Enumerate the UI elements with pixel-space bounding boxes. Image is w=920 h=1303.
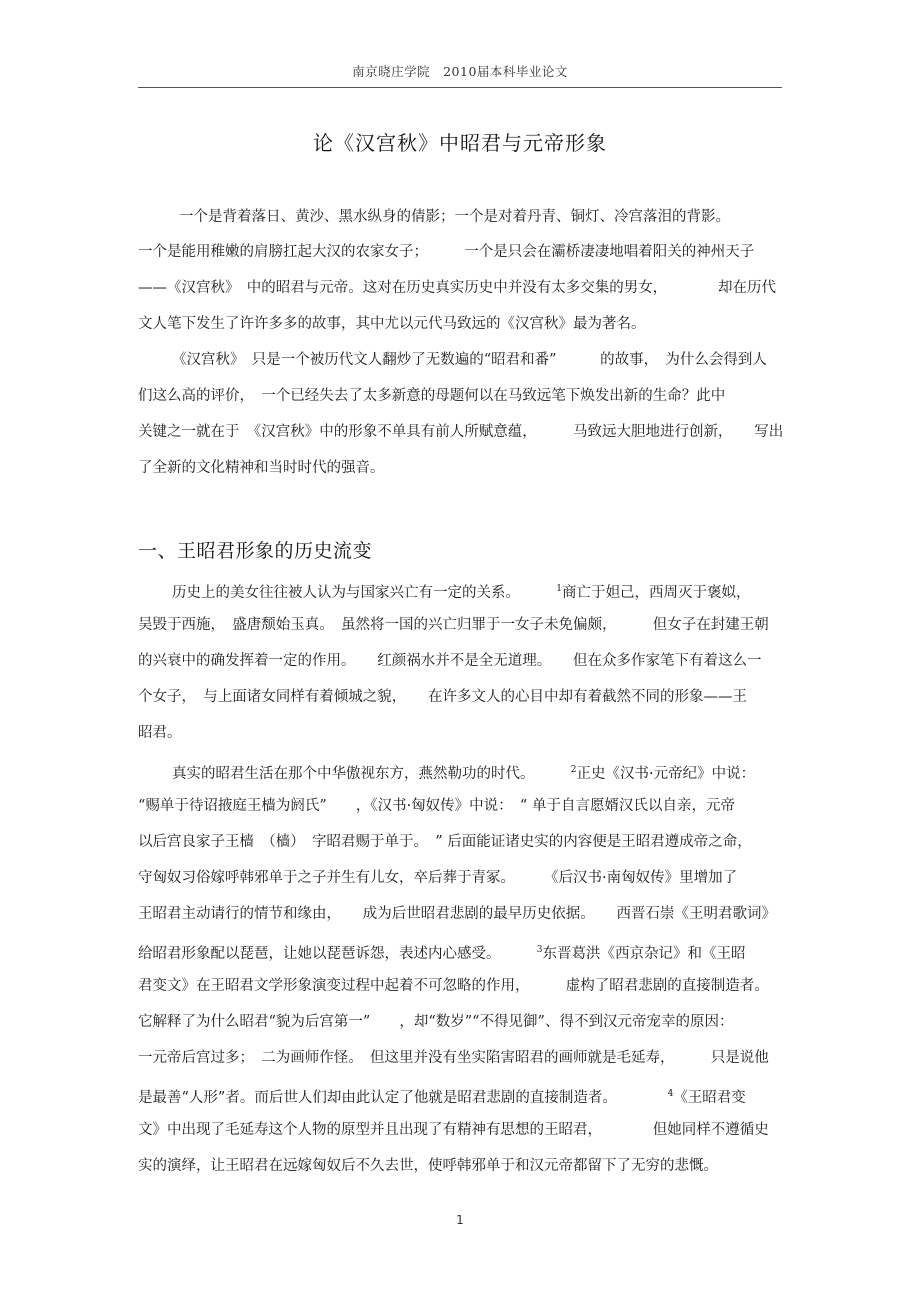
footnote-marker: 3	[536, 945, 543, 955]
body-line	[172, 760, 832, 784]
body-line: 以后宫良家子王樯 （樯） 字昭君赐于单于。 ” 后面能证诸史实的内容便是王昭君遵成帝之命，	[138, 834, 752, 850]
body-line: 守匈奴习俗嫁呼韩邪单于之子并生有儿女，卒后葬于青冢。 《后汉书·南匈奴传》里增加了	[138, 870, 738, 886]
intro-line: 了全新的文化精神和当时时代的强音。	[138, 460, 385, 476]
body-text: 商亡于妲己，西周灭于褒姒，	[561, 585, 751, 601]
body-line: 个女子， 与上面诸女同样有着倾城之貌， 在许多文人的心目中却有着截然不同的形象——王	[138, 689, 747, 705]
header-rule	[138, 87, 782, 88]
intro-line: 们这么高的评价， 一个已经失去了太多新意的母题何以在马致远笔下焕发出新的生命？此中	[138, 388, 726, 404]
body-line: 昭君。	[138, 725, 182, 741]
footnote-marker: 1	[556, 584, 562, 594]
body-line: 的兴衰中的确发挥着一定的作用。 红颜祸水并不是全无道理。 但在众多作家笔下有着这么一	[138, 653, 762, 669]
section-heading: 一、王昭君形象的历史流变	[138, 540, 373, 562]
body-line: 君变文》在王昭君文学形象演变过程中起着不可忽略的作用， 虚构了昭君悲剧的直接制造者。	[138, 978, 769, 994]
page-number: 1	[456, 1213, 464, 1227]
body-text: 东晋葛洪《西京杂记》和《王昭	[542, 946, 746, 962]
footnote-marker: 2	[570, 765, 577, 775]
body-line: “赐单于待诏掖庭王樯为阏氏” ，《汉书·匈奴传》中说： “ 单于自言愿婿汉氏以自亲，元帝	[138, 798, 735, 814]
intro-line: 《汉宫秋》 只是一个被历代文人翻炒了无数遍的“昭君和番” 的故事， 为什么会得到人	[172, 352, 767, 368]
body-text: 历史上的美女往往被人认为与国家兴亡有一定的关系。	[172, 585, 557, 601]
body-text: 是最善“人形”者。而后世人们却由此认定了他就是昭君悲剧的直接制造者。	[138, 1090, 668, 1106]
body-text: 《王昭君变	[673, 1090, 746, 1106]
body-text: 真实的昭君生活在那个中华傲视东方，燕然勒功的时代。	[172, 766, 571, 782]
running-header: 南京晓庄学院 2010届本科毕业论文	[352, 64, 568, 79]
body-line	[138, 1084, 798, 1108]
body-line: 王昭君主动请行的情节和缘由， 成为后世昭君悲剧的最早历史依据。 西晋石崇《王明君歌词》	[138, 906, 776, 922]
body-line: 它解释了为什么昭君“貌为后宫第一” ，却“数岁”“不得见御”、得不到汉元帝宠幸的原因：	[138, 1014, 734, 1030]
body-line: 实的演绎，让王昭君在远嫁匈奴后不久去世，使呼韩邪单于和汉元帝都留下了无穷的悲慨。	[138, 1158, 718, 1174]
body-text: 正史《汉书·元帝纪》中说：	[576, 766, 756, 782]
intro-line: 一个是背着落日、黄沙、黑水纵身的倩影；一个是对着丹青、铜灯、冷宫落泪的背影。	[179, 209, 730, 225]
intro-line: 文人笔下发生了许许多多的故事，其中尤以元代马致远的《汉宫秋》最为著名。	[138, 316, 646, 332]
paper-title: 论《汉宫秋》中昭君与元帝形象	[313, 131, 607, 155]
body-line: 一元帝后宫过多； 二为画师作怪。 但这里并没有坐实陷害昭君的画师就是毛延寿， 只是说他	[138, 1050, 769, 1066]
body-line	[138, 940, 798, 964]
body-line: 吴毁于西施， 盛唐颓始玉真。 虽然将一国的兴亡归罪于一女子未免偏颇， 但女子在封建王朝	[138, 617, 769, 633]
intro-line: ——《汉宫秋》 中的昭君与元帝。这对在历史真实历史中并没有太多交集的男女， 却在历代	[138, 280, 776, 296]
footnote-marker: 4	[667, 1089, 674, 1099]
body-line: 文》中出现了毛延寿这个人物的原型并且出现了有精神有思想的王昭君， 但她同样不遵循史	[138, 1122, 769, 1138]
intro-line: 关键之一就在于 《汉宫秋》中的形象不单具有前人所赋意蕴， 马致远大胆地进行创新， 写出	[138, 424, 784, 440]
intro-line: 一个是能用稚嫩的肩膀扛起大汉的农家女子； 一个是只会在灞桥凄凄地唱着阳关的神州天子	[138, 244, 755, 260]
body-line	[172, 579, 832, 603]
body-text: 给昭君形象配以琵琶，让她以琵琶诉怨，表述内心感受。	[138, 946, 537, 962]
